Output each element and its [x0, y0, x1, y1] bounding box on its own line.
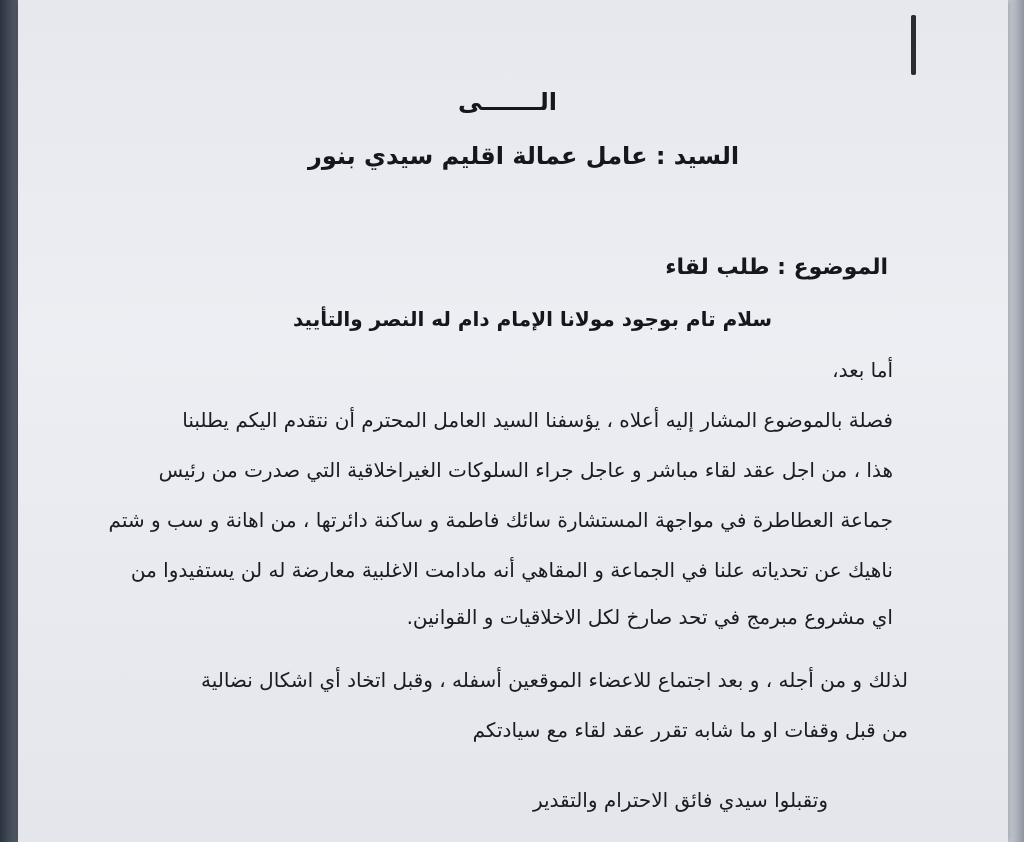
paragraph2-line-2: من قبل وقفات او ما شابه تقرر عقد لقاء مع سيادتكم	[472, 718, 908, 742]
subject-line: الموضوع : طلب لقاء	[665, 255, 888, 280]
letter-to-heading: الـــــــى	[458, 88, 557, 116]
paragraph1-line-5: اي مشروع مبرمج في تحد صارخ لكل الاخلاقيات و القوانين.	[406, 605, 893, 629]
paragraph1-line-4: ناهيك عن تحدياته علنا في الجماعة و المقاهي أنه مادامت الاغلبية معارضة له لن يستفيدوا من	[130, 558, 893, 582]
margin-mark	[911, 15, 916, 75]
recipient-line: السيد : عامل عمالة اقليم سيدي بنور	[308, 142, 740, 170]
paragraph2-line-1: لذلك و من أجله ، و بعد اجتماع للاعضاء الموقعين أسفله ، وقبل اتخاد أي اشكال نضالية	[200, 668, 908, 692]
paragraph1-line-2: هذا ، من اجل عقد لقاء مباشر و عاجل جراء السلوكات الغيراخلاقية التي صدرت من رئيس	[158, 458, 893, 482]
closing-line: وتقبلوا سيدي فائق الاحترام والتقدير	[532, 788, 828, 812]
opening-line: أما بعد،	[832, 358, 893, 382]
paragraph1-line-3: جماعة العطاطرة في مواجهة المستشارة سائك فاطمة و ساكنة دائرتها ، من اهانة و سب و شتم	[108, 508, 893, 532]
salutation-line: سلام تام بوجود مولانا الإمام دام له النصر والتأييد	[293, 307, 773, 331]
letter-paper	[18, 0, 1008, 842]
paragraph1-line-1: فصلة بالموضوع المشار إليه أعلاه ، يؤسفنا السيد العامل المحترم أن نتقدم اليكم يطلبنا	[182, 408, 893, 432]
